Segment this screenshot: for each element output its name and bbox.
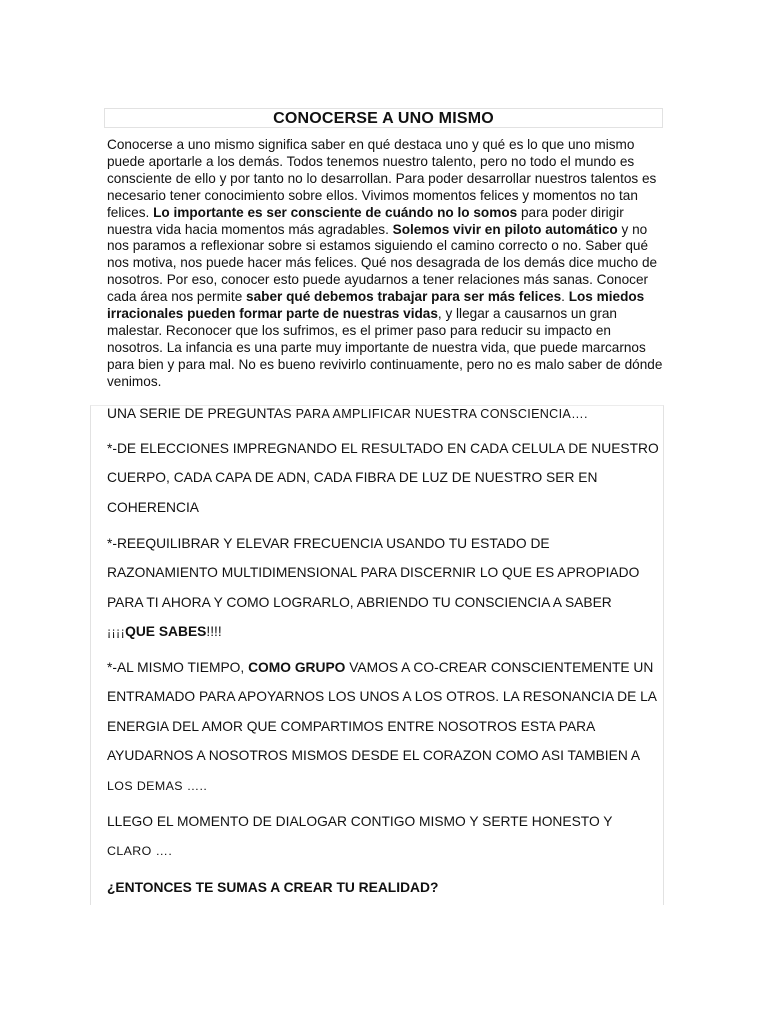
question-paragraph-1: *-DE ELECCIONES IMPREGNANDO EL RESULTADO EN CADA CELULA DE NUESTRO CUERPO, CADA CAPA DE ADN, CADA FIBRA DE LUZ DE NUESTRO SER EN COHERENCIA <box>107 441 659 515</box>
document-title: CONOCERSE A UNO MISMO <box>273 110 494 127</box>
question-4-tail: CLARO …. <box>107 844 173 859</box>
intro-text-3: y no nos paramos a reflexionar sobre si estamos siguiendo el camino correcto o no. Saber qué nos motiva, nos puede hacer más felices. Qué nos desagrada de los demás dice mucho de nosotros. Por eso, conocer esto puede ayudarnos a tener relaciones más sanas. Conocer cada área nos permite <box>107 221 658 305</box>
intro-text-5: , y llegar a causarnos un gran malestar. Reconocer que los sufrimos, es el primer paso para reducir su impacto en nosotros. La infancia es una parte muy importante de nuestra vida, que puede marcarnos para bien y para mal. No es bueno revivirlo continuamente, pero no es malo saber de dónde venimos. <box>107 306 663 389</box>
intro-text-2: para poder dirigir nuestra vida hacia momentos más agradables. <box>107 204 624 237</box>
question-3-post: VAMOS A CO-CREAR CONSCIENTEMENTE UN ENTRAMADO PARA APOYARNOS LOS UNOS A LOS OTROS. LA RESONANCIA DE LA ENERGIA DEL AMOR QUE COMPARTIMOS ENTRE NOSOTROS ESTA PARA AYUDARNOS A NOSOTROS MISMOS DESDE EL CORAZON COMO ASI TAMBIEN A <box>107 660 657 764</box>
question-2-exclaim-close: !!!! <box>206 624 222 640</box>
intro-text-4: . <box>561 289 569 305</box>
question-2-exclaim-open: ¡¡¡¡ <box>107 625 126 640</box>
questions-heading-b: S PARA AMPLIFICAR NUESTRA CONSCIENCIA…. <box>283 407 588 421</box>
question-3-pre: *-AL MISMO TIEMPO, <box>107 660 249 675</box>
question-3-bold: COMO GRUPO <box>248 660 346 675</box>
question-4-text: LLEGO EL MOMENTO DE DIALOGAR CONTIGO MISMO Y SERTE HONESTO Y <box>107 814 613 829</box>
question-paragraph-4 <box>107 807 663 867</box>
question-2-bold: QUE SABES <box>125 624 207 640</box>
final-question: ¿ENTONCES TE SUMAS A CREAR TU REALIDAD? <box>107 880 439 895</box>
questions-heading <box>107 404 588 424</box>
question-paragraph-2 <box>107 529 663 648</box>
title-box <box>104 108 663 128</box>
question-3-tail: LOS DEMAS ….. <box>107 778 208 793</box>
intro-bold-3: saber qué debemos trabajar para ser más felices <box>246 289 562 305</box>
intro-paragraph <box>107 137 663 391</box>
intro-bold-1: Lo importante es ser consciente de cuándo no lo somos <box>153 204 518 220</box>
intro-bold-2: Solemos vivir en piloto automático <box>392 221 618 237</box>
questions-heading-a: UNA SERIE DE PREGUNTA <box>107 406 284 421</box>
question-2-text: *-REEQUILIBRAR Y ELEVAR FRECUENCIA USANDO TU ESTADO DE RAZONAMIENTO MULTIDIMENSIONAL PARA DISCERNIR LO QUE ES APROPIADO PARA TI AHORA Y COMO LOGRARLO, ABRIENDO TU CONSCIENCIA A SABER <box>107 536 640 610</box>
intro-text-1: Conocerse a uno mismo significa saber en qué destaca uno y qué es lo que uno mismo puede aportarle a los demás. Todos tenemos nuestro talento, pero no todo el mundo es consciente de ello y por tanto no lo desarrollan. Para poder desarrollar nuestros talentos es necesario tener conocimiento sobre ellos. Vivimos momentos felices y momentos no tan felices. <box>107 137 657 220</box>
intro-bold-4: Los miedos irracionales pueden formar parte de nuestras vidas <box>107 289 645 322</box>
question-paragraph-3 <box>107 653 663 801</box>
